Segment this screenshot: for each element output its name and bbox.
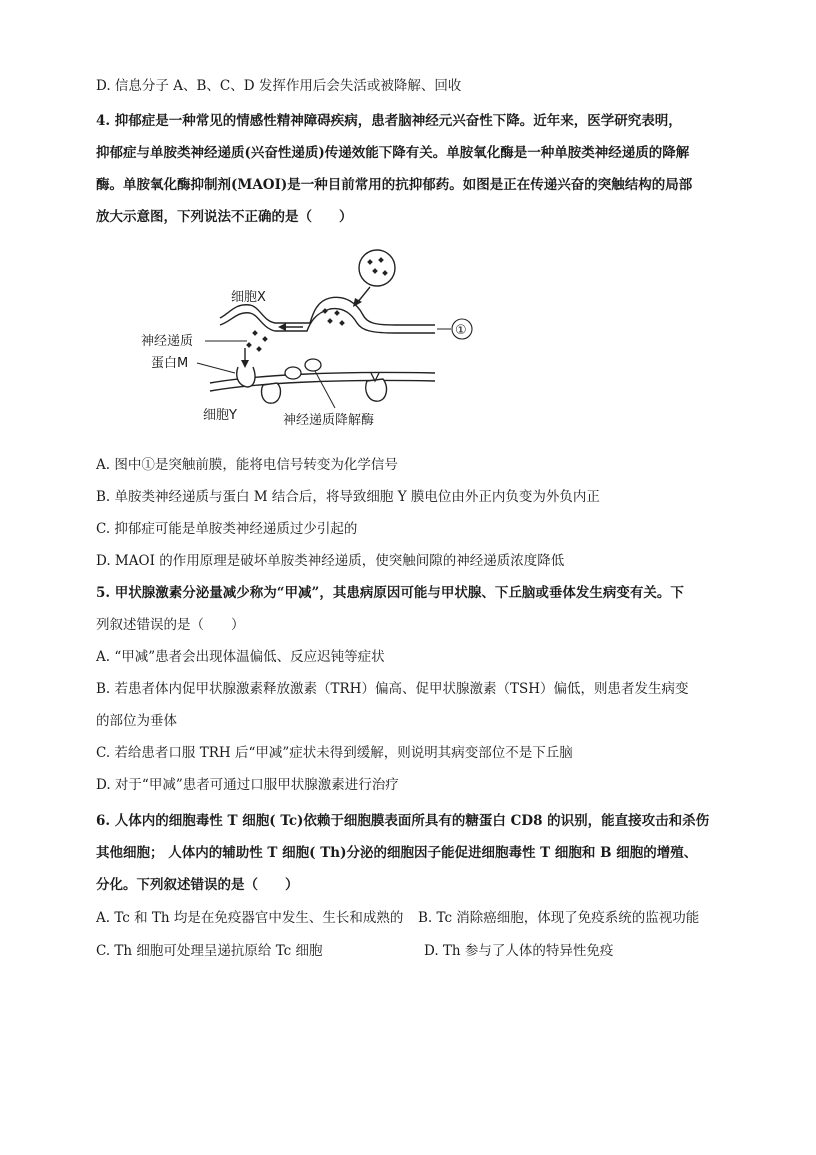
leader-enzyme [315, 371, 335, 408]
q4-option-b: B. 单胺类神经递质与蛋白 M 结合后，将导致细胞 Y 膜电位由外正内负变为外负内正 [96, 489, 600, 505]
degrading-enzyme-1 [285, 367, 301, 379]
q5-option-b: B. 若患者体内促甲状腺激素释放激素（TRH）偏高、促甲状腺激素（TSH）偏低，则患者发生病变 [96, 681, 689, 697]
q5-stem-line-1: 5. 甲状腺激素分泌量减少称为“甲减”，其患病原因可能与甲状腺、下丘脑或垂体发生病变有关。下 [96, 585, 684, 601]
synapse-diagram [135, 243, 475, 438]
label-cell-x: 细胞X [231, 290, 266, 305]
q5-stem-line-2: 列叙述错误的是（ ） [96, 617, 245, 633]
synaptic-vesicle [359, 250, 395, 286]
receptor-2 [261, 383, 280, 403]
q4-option-a: A. 图中①是突触前膜，能将电信号转变为化学信号 [96, 457, 398, 473]
q6-stem-line-3: 分化。下列叙述错误的是（ ） [96, 877, 299, 893]
leader-protein-m [197, 363, 235, 373]
label-protein-m: 蛋白M [151, 356, 189, 371]
q6-stem-line-1: 6. 人体内的细胞毒性 T 细胞( Tc)依赖于细胞膜表面所具有的糖蛋白 CD8 的识别，能直接攻击和杀伤 [96, 813, 710, 829]
cleft-transmitters [246, 330, 268, 352]
q4-stem-line-4: 放大示意图，下列说法不正确的是（ ） [96, 209, 353, 225]
label-circle-1: ① [455, 323, 467, 338]
q5-option-a: A. “甲减”患者会出现体温偏低、反应迟钝等症状 [96, 649, 385, 665]
label-neurotransmitter: 神经递质 [141, 334, 194, 349]
label-enzyme: 神经递质降解酶 [283, 413, 375, 428]
receptor-3 [366, 379, 387, 401]
q6-option-c: C. Th 细胞可处理呈递抗原给 Tc 细胞 [96, 943, 323, 959]
q4-option-d: D. MAOI 的作用原理是破坏单胺类神经递质，使突触间隙的神经递质浓度降低 [96, 553, 565, 569]
q6-stem-line-2: 其他细胞； 人体内的辅助性 T 细胞( Th)分泌的细胞因子能促进细胞毒性 T 细胞和 B 细胞的增殖、 [96, 845, 698, 861]
q4-stem-line-2: 抑郁症与单胺类神经递质(兴奋性递质)传递效能下降有关。单胺氧化酶是一种单胺类神经递质的降解 [96, 145, 690, 161]
label-cell-y: 细胞Y [203, 408, 237, 423]
q6-option-d: D. Th 参与了人体的特异性免疫 [424, 943, 614, 959]
q4-option-c: C. 抑郁症可能是单胺类神经递质过少引起的 [96, 521, 358, 537]
q6-option-b: B. Tc 消除癌细胞，体现了免疫系统的监视功能 [418, 910, 700, 926]
q4-stem-line-3: 酶。单胺氧化酶抑制剂(MAOI)是一种目前常用的抗抑郁药。如图是正在传递兴奋的突触结构的局部 [96, 177, 693, 193]
q5-option-c: C. 若给患者口服 TRH 后“甲减”症状未得到缓解，则说明其病变部位不是下丘脑 [96, 745, 573, 761]
receptor-protein-m [237, 367, 255, 387]
q5-option-b-cont: 的部位为垂体 [96, 713, 177, 729]
q5-option-d: D. 对于“甲减”患者可通过口服甲状腺激素进行治疗 [96, 777, 399, 793]
q3-option-d: D. 信息分子 A、B、C、D 发挥作用后会失活或被降解、回收 [96, 78, 462, 94]
fusing-transmitters [322, 308, 345, 326]
q6-option-a: A. Tc 和 Th 均是在免疫器官中发生、生长和成熟的 [96, 910, 404, 926]
q4-stem-line-1: 4. 抑郁症是一种常见的情感性精神障碍疾病，患者脑神经元兴奋性下降。近年来，医学研究表明， [96, 113, 682, 129]
degrading-enzyme-2 [305, 359, 321, 371]
